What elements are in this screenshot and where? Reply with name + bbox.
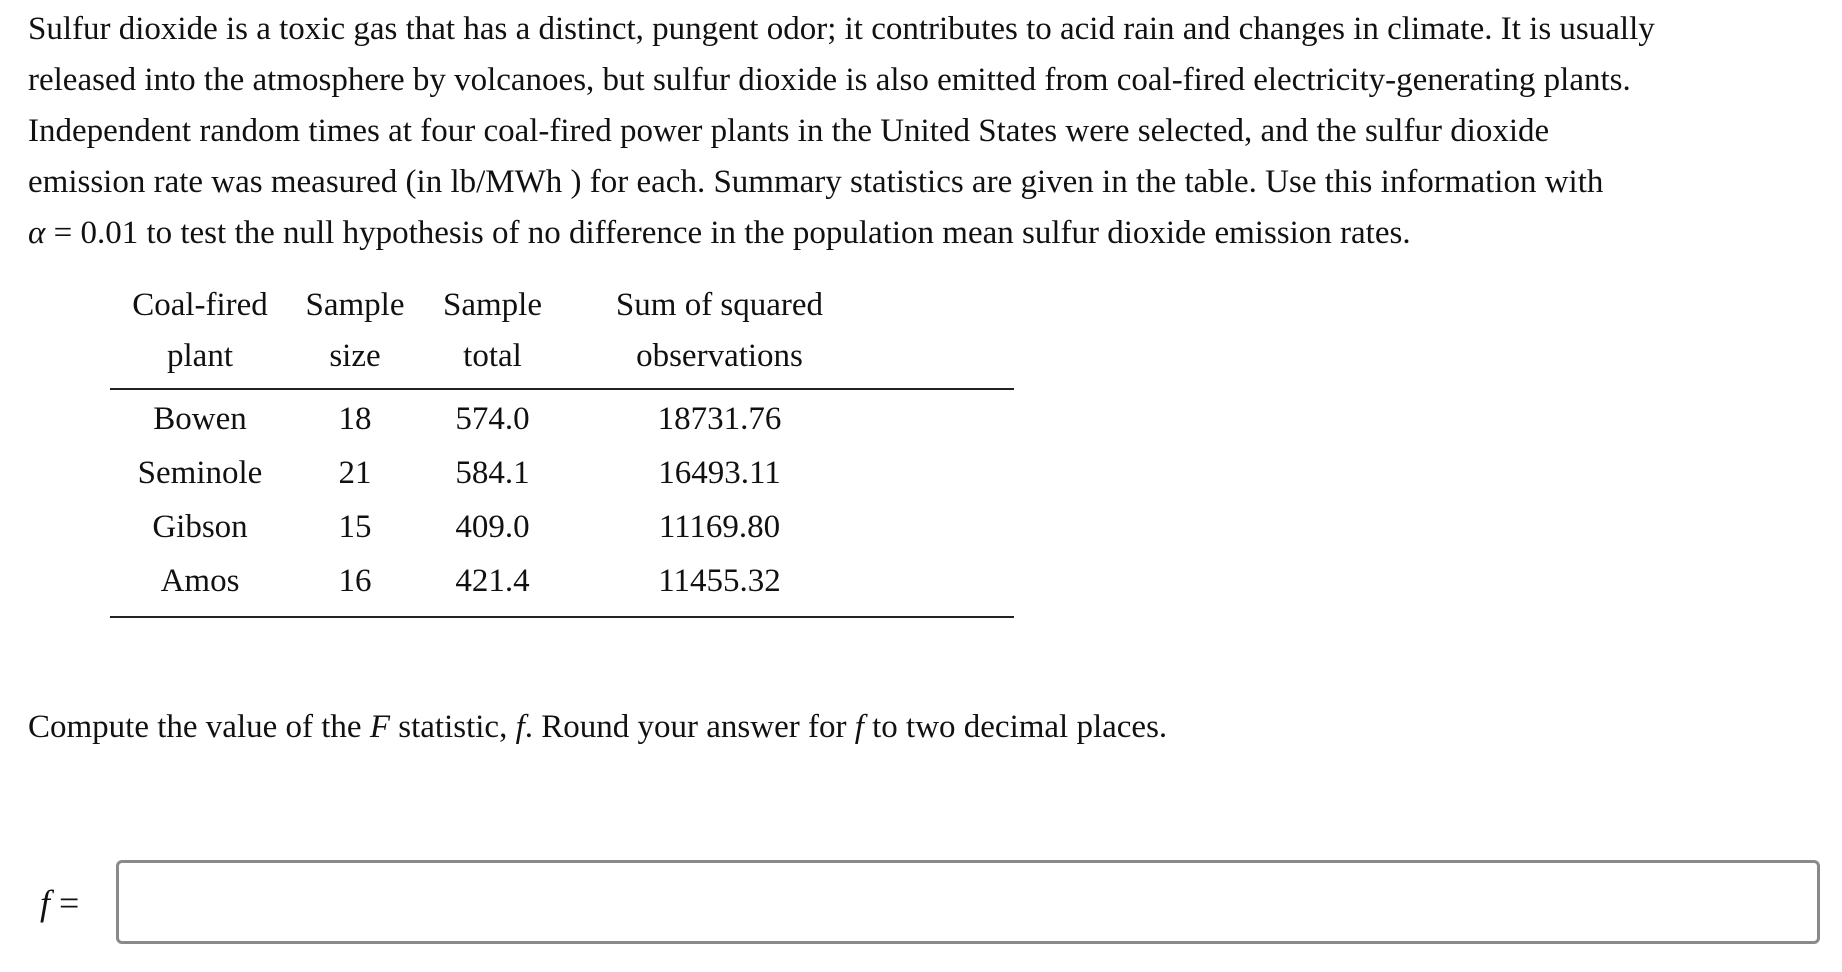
f-symbol: f	[515, 709, 525, 745]
cell-sum-squared: 16493.11	[658, 455, 781, 491]
answer-label	[40, 878, 79, 928]
cell-spacer	[874, 389, 1014, 446]
table-row	[110, 389, 1014, 446]
cell-sum-squared: 18731.76	[657, 401, 782, 437]
cell-total: 421.4	[420, 554, 565, 617]
problem-line: Sulfur dioxide is a toxic gas that has a distinct, pungent odor; it contributes to acid rain and changes in climate. It is usually	[28, 11, 1655, 47]
cell-spacer	[874, 446, 1014, 500]
cell-size: 15	[338, 509, 372, 545]
cell-total: 409.0	[455, 509, 530, 545]
problem-statement	[28, 4, 1828, 259]
F-symbol: F	[369, 709, 390, 745]
problem-line: Independent random times at four coal-fired power plants in the United States were selected, and the sulfur dioxide	[28, 113, 1550, 149]
table-row	[110, 554, 1014, 617]
problem-line: emission rate was measured (in lb/MWh ) for each. Summary statistics are given in the table. Use this information with	[28, 164, 1604, 200]
answer-variable: f	[40, 883, 51, 923]
answer-equals: =	[50, 883, 80, 923]
header-spacer	[874, 280, 1014, 389]
f-symbol: f	[854, 709, 864, 745]
header-sum-squared: Sum of squared observations	[565, 280, 874, 389]
f-answer-input[interactable]	[116, 860, 1820, 944]
table-row	[110, 500, 1014, 554]
cell-plant: Seminole	[137, 455, 263, 491]
cell-plant: Bowen	[153, 401, 247, 437]
problem-line-end: to test the null hypothesis of no difference in the population mean sulfur dioxide emission rates.	[138, 215, 1411, 251]
summary-statistics-table	[110, 280, 1014, 618]
cell-size: 18	[338, 401, 372, 437]
cell-plant: Gibson	[152, 509, 248, 545]
alpha-symbol: α	[28, 215, 46, 251]
cell-sum-squared: 11169.80	[658, 509, 781, 545]
table-header-row	[110, 280, 1014, 389]
question-prompt: Compute the value of the F statistic, f. Round your answer for f to two decimal places.	[28, 709, 1168, 745]
header-plant: Coal-fired plant	[110, 280, 290, 389]
problem-line-alpha	[28, 208, 1828, 259]
cell-size: 21	[338, 455, 372, 491]
cell-size: 16	[290, 554, 420, 617]
cell-total: 584.1	[455, 455, 530, 491]
alpha-value: = 0.01	[45, 215, 139, 251]
cell-spacer	[874, 500, 1014, 554]
header-sample-size: Sample size	[290, 280, 420, 389]
cell-plant: Amos	[110, 554, 290, 617]
cell-total: 574.0	[455, 401, 530, 437]
answer-row	[40, 860, 1830, 948]
cell-sum-squared: 11455.32	[565, 554, 874, 617]
table-row	[110, 446, 1014, 500]
problem-line: released into the atmosphere by volcanoes, but sulfur dioxide is also emitted from coal-fired electricity-generating plants.	[28, 62, 1631, 98]
header-sample-total: Sample total	[420, 280, 565, 389]
cell-spacer	[874, 554, 1014, 617]
